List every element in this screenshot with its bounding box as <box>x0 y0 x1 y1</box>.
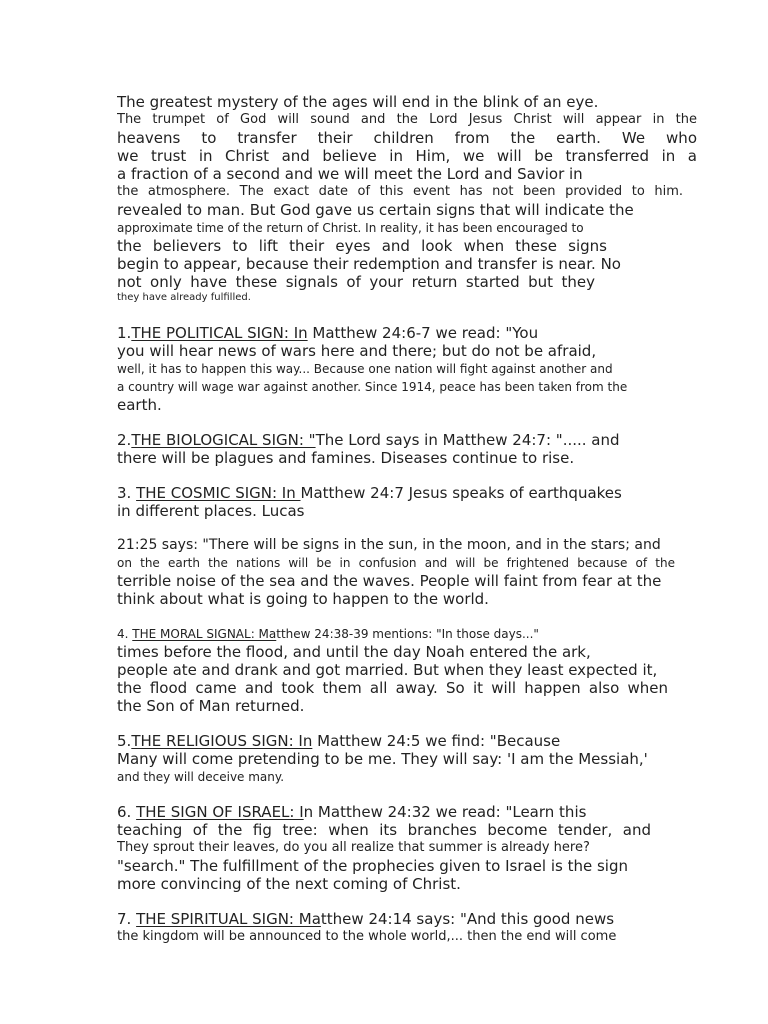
sign-moral <box>117 625 697 715</box>
sign-heading: THE SPIRITUAL SIGN: Ma <box>136 910 321 928</box>
text-line: approximate time of the return of Christ. In reality, it has been encouraged to <box>117 221 584 235</box>
text-line: terrible noise of the sea and the waves. People will faint from fear at the <box>117 572 662 590</box>
text-line: well, it has to happen this way... Because one nation will fight against another and <box>117 362 613 376</box>
intro-paragraph <box>117 93 697 307</box>
sign-heading: THE POLITICAL SIGN: In <box>131 324 308 342</box>
text-line: 21:25 says: "There will be signs in the sun, in the moon, and in the stars; and <box>117 537 661 553</box>
text-line: a fraction of a second and we will meet the Lord and Savior in <box>117 165 583 183</box>
text-line: "search." The fulfillment of the prophecies given to Israel is the sign <box>117 857 628 875</box>
text-line: begin to appear, because their redemption and transfer is near. No <box>117 255 621 273</box>
text-line: not only have these signals of your return started but they <box>117 273 595 291</box>
sign-political <box>117 324 697 414</box>
sign-reference: Matthew 24:5 we find: "Because <box>312 732 561 750</box>
sign-heading: THE SIGN OF ISRAEL: I <box>136 803 304 821</box>
text-line: in different places. Lucas <box>117 502 305 520</box>
sign-number: 2. <box>117 431 132 449</box>
sign-number: 1. <box>117 324 132 342</box>
text-line: the flood came and took them all away. So it will happen also when <box>117 679 668 697</box>
sign-reference: tthew 24:38-39 mentions: "In those days..." <box>276 627 539 641</box>
text-line: The trumpet of God will sound and the Lord Jesus Christ will appear in the <box>117 112 697 127</box>
text-line: they have already fulfilled. <box>117 292 251 303</box>
text-line: on the earth the nations will be in confusion and will be frightened because of the <box>117 556 675 570</box>
text-line: Many will come pretending to be me. They will say: 'I am the Messiah,' <box>117 750 648 768</box>
sign-heading-line <box>117 484 697 502</box>
sign-biological <box>117 431 697 467</box>
sign-heading-line <box>117 431 697 449</box>
sign-israel <box>117 803 697 893</box>
sign-number: 5. <box>117 732 132 750</box>
sign-number: 4. <box>117 627 133 641</box>
sign-heading-line <box>117 324 697 342</box>
sign-heading-line <box>117 910 697 928</box>
sign-heading-line <box>117 625 697 643</box>
sign-heading: THE COSMIC SIGN: In <box>136 484 301 502</box>
text-line: They sprout their leaves, do you all realize that summer is already here? <box>117 840 590 855</box>
text-line: we trust in Christ and believe in Him, we will be transferred in a <box>117 147 697 165</box>
sign-heading: THE RELIGIOUS SIGN: In <box>131 732 313 750</box>
sign-number: 6. <box>117 803 137 821</box>
text-line: times before the flood, and until the day Noah entered the ark, <box>117 643 591 661</box>
sign-heading-line <box>117 803 697 821</box>
sign-reference: The Lord says in Matthew 24:7: "..... and <box>315 431 620 449</box>
text-line: heavens to transfer their children from the earth. We who <box>117 129 697 147</box>
text-line: The greatest mystery of the ages will end in the blink of an eye. <box>117 93 599 111</box>
sign-heading: THE MORAL SIGNAL: Ma <box>132 627 277 641</box>
text-line: the Son of Man returned. <box>117 697 305 715</box>
text-line: and they will deceive many. <box>117 770 285 784</box>
sign-heading-line <box>117 732 697 750</box>
text-line: think about what is going to happen to the world. <box>117 590 489 608</box>
text-line: a country will wage war against another. Since 1914, peace has been taken from the <box>117 380 628 394</box>
sign-cosmic <box>117 484 697 608</box>
sign-number: 7. <box>117 910 137 928</box>
sign-reference: tthew 24:14 says: "And this good news <box>320 910 615 928</box>
text-line: there will be plagues and famines. Diseases continue to rise. <box>117 449 575 467</box>
text-line: teaching of the fig tree: when its branches become tender, and <box>117 821 651 839</box>
sign-reference: Matthew 24:7 Jesus speaks of earthquakes <box>300 484 622 502</box>
text-line: the atmosphere. The exact date of this event has not been provided to him. <box>117 184 683 199</box>
text-line: the believers to lift their eyes and look when these signs <box>117 237 607 255</box>
text-line: you will hear news of wars here and there; but do not be afraid, <box>117 342 597 360</box>
document-page <box>117 93 697 946</box>
sign-reference: Matthew 24:6-7 we read: "You <box>307 324 539 342</box>
sign-reference: n Matthew 24:32 we read: "Learn this <box>303 803 587 821</box>
sign-spiritual <box>117 910 697 946</box>
sign-heading: THE BIOLOGICAL SIGN: " <box>131 431 316 449</box>
text-line: the kingdom will be announced to the whole world,... then the end will come <box>117 929 617 944</box>
sign-number: 3. <box>117 484 137 502</box>
text-line: more convincing of the next coming of Christ. <box>117 875 461 893</box>
text-line: people ate and drank and got married. But when they least expected it, <box>117 661 658 679</box>
text-line: earth. <box>117 396 162 414</box>
text-line: revealed to man. But God gave us certain signs that will indicate the <box>117 201 634 219</box>
sign-religious <box>117 732 697 786</box>
